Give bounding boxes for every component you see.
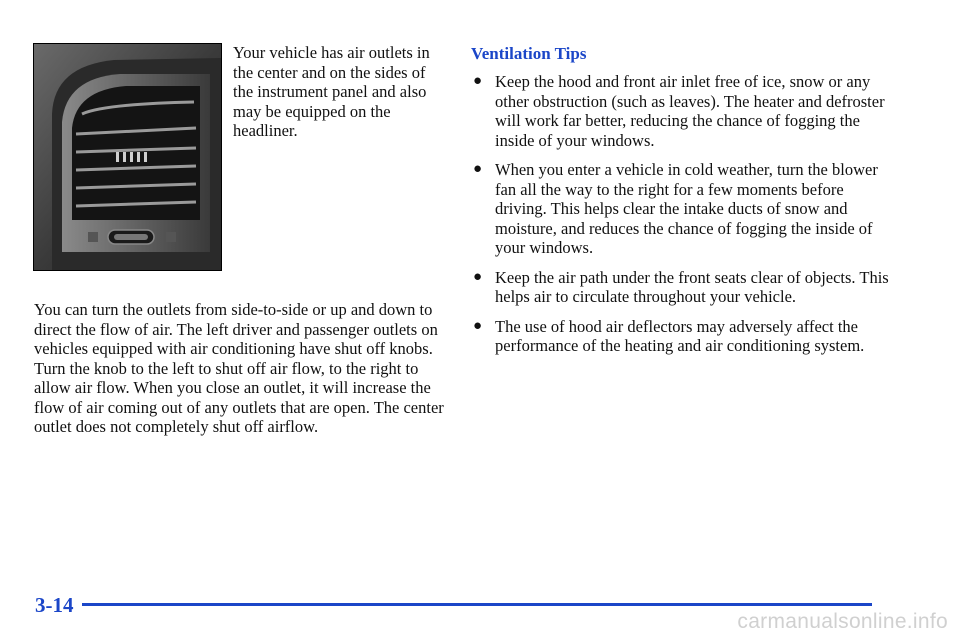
air-vent-illustration [34,44,222,271]
list-item [471,268,891,307]
watermark: carmanualsonline.info [737,610,948,633]
footer-rule [82,603,872,606]
tip-text: Keep the hood and front air inlet free of ice, snow or any other obstruction (such as leaves). The heater and defroster will work far better, reducing the chance of fogging the inside of your windows. [495,72,885,150]
list-item [471,72,891,150]
air-outlet-photo [33,43,222,271]
bullet-icon: ● [473,317,483,334]
bullet-icon: ● [473,161,483,177]
bullet-icon: ● [473,268,483,285]
outlets-paragraph: You can turn the outlets from side-to-side or up and down to direct the flow of air. The left driver and passenger outlets on vehicles equipped with air conditioning have shut off knobs. Turn the knob to the left to shut off air flow, to the right to allow air flow. When you close an outlet, it will increase the flow of air coming out of any outlets that are open. The center outlet does not completely shut off airflow. [34,300,444,436]
bullet-icon: ● [473,73,483,89]
ventilation-tips-heading: Ventilation Tips [471,44,587,63]
tip-text: Keep the air path under the front seats clear of objects. This helps air to circulate throughout your vehicle. [495,267,889,306]
tip-text: When you enter a vehicle in cold weather, turn the blower fan all the way to the right for a few moments before driving. This helps clear the intake ducts of snow and moisture, and reduces the chance of fogging the inside of your windows. [495,160,878,257]
list-item [471,317,891,356]
list-item [471,160,891,258]
tip-text: The use of hood air deflectors may adversely affect the performance of the heating and air conditioning system. [495,316,865,355]
intro-paragraph: Your vehicle has air outlets in the center and on the sides of the instrument panel and also may be equipped on the headliner. [233,43,430,140]
page-number: 3-14 [35,593,74,617]
ventilation-tips-list [471,72,891,366]
